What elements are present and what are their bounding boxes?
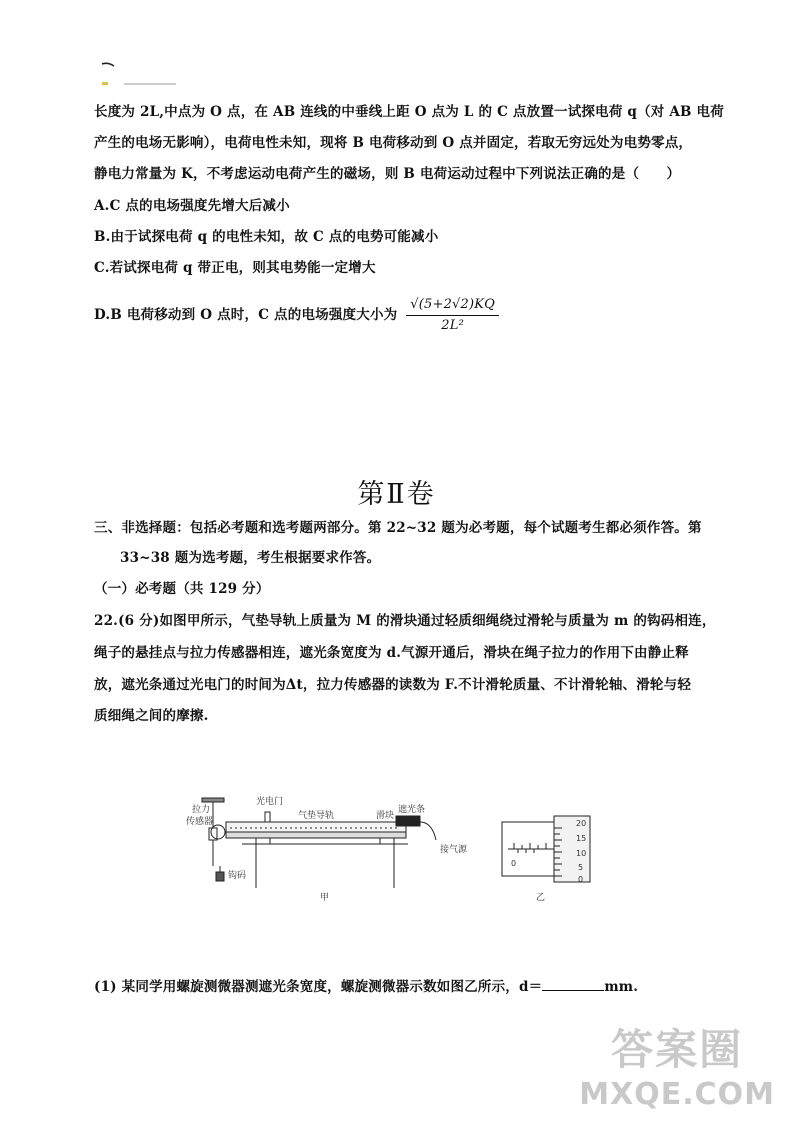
label-gate: 光电门 (256, 797, 284, 807)
label-track: 气垫导轨 (298, 811, 335, 821)
label-air: 接气源 (440, 845, 468, 855)
q21-option-a: A.C 点的电场强度先增大后减小 (94, 198, 290, 214)
label-weight: 钩码 (228, 871, 247, 881)
thimble-tick-5: 5 (578, 863, 584, 872)
q21-line-1: 长度为 2L,中点为 O 点，在 AB 连线的中垂线上距 O 点为 L 的 C 点放置一试探电荷 q（对 AB 电荷 (94, 104, 724, 120)
fraction-numerator: √(5+2√2)KQ (406, 296, 499, 316)
watermark-line-2: MXQE.COM (579, 1077, 775, 1112)
label-sensor-2: 传感器 (186, 817, 214, 827)
label-sensor-1: 拉力 (192, 805, 211, 815)
section-intro-2: 33~38 题为选考题，考生根据要求作答。 (120, 550, 381, 566)
q21-option-b: B.由于试探电荷 q 的电性未知，故 C 点的电势可能减小 (94, 229, 439, 245)
header-mark (96, 60, 186, 90)
caption-b: 乙 (536, 893, 546, 903)
q21-option-d (94, 296, 499, 335)
thimble-tick-10: 10 (576, 849, 587, 858)
q22-sub-1-text: (1) 某同学用螺旋测微器测遮光条宽度，螺旋测微器示数如图乙所示，d＝ (94, 979, 543, 995)
q21-line-2: 产生的电场无影响），电荷电性未知，现将 B 电荷移动到 O 点并固定，若取无穷远处为电势零点， (94, 135, 693, 151)
thimble-tick-20: 20 (576, 819, 587, 828)
q21-line-3: 静电力常量为 K，不考虑运动电荷产生的磁场，则 B 电荷运动过程中下列说法正确的是（ ） (94, 166, 681, 182)
q22-line-4: 质细绳之间的摩擦. (94, 708, 209, 724)
caption-a: 甲 (320, 893, 330, 903)
watermark-line-1: 答案圈 (611, 1025, 744, 1074)
section-title: 第Ⅱ卷 (357, 479, 436, 510)
apparatus-labels (186, 795, 468, 903)
q21-option-d-text: D.B 电荷移动到 O 点时，C 点的电场强度大小为 (94, 307, 398, 323)
watermark (579, 1017, 775, 1112)
label-slider: 滑块 (376, 811, 395, 821)
q21-option-d-fraction (406, 296, 499, 335)
thimble-tick-0: 0 (578, 875, 584, 884)
thimble-tick-15: 15 (576, 834, 587, 843)
answer-blank (542, 978, 604, 991)
sleeve-zero: 0 (511, 859, 517, 868)
label-strip: 遮光条 (398, 805, 426, 815)
section-intro-1: 三、非选择题：包括必考题和选考题两部分。第 22~32 题为必考题，每个试题考生都必须作答。第 (94, 520, 702, 536)
q22-line-1: 22.(6 分)如图甲所示，气垫导轨上质量为 M 的滑块通过轻质细绳绕过滑轮与质量为 m 的钩码相连， (94, 613, 716, 629)
experiment-figure (170, 788, 610, 910)
fraction-denominator: 2L² (441, 318, 464, 333)
q22-line-2: 绳子的悬挂点与拉力传感器相连，遮光条宽度为 d.气源开通后，滑块在绳子拉力的作用下由静止释 (94, 645, 689, 661)
q22-line-3: 放，遮光条通过光电门的时间为Δt，拉力传感器的读数为 F.不计滑轮质量、不计滑轮轴、滑轮与轻 (94, 677, 692, 693)
q22-sub-1 (94, 978, 638, 996)
section-subheading: （一）必考题（共 129 分） (94, 581, 270, 597)
q22-sub-1-unit: mm. (604, 979, 639, 995)
q21-option-c: C.若试探电荷 q 带正电，则其电势能一定增大 (94, 260, 376, 276)
